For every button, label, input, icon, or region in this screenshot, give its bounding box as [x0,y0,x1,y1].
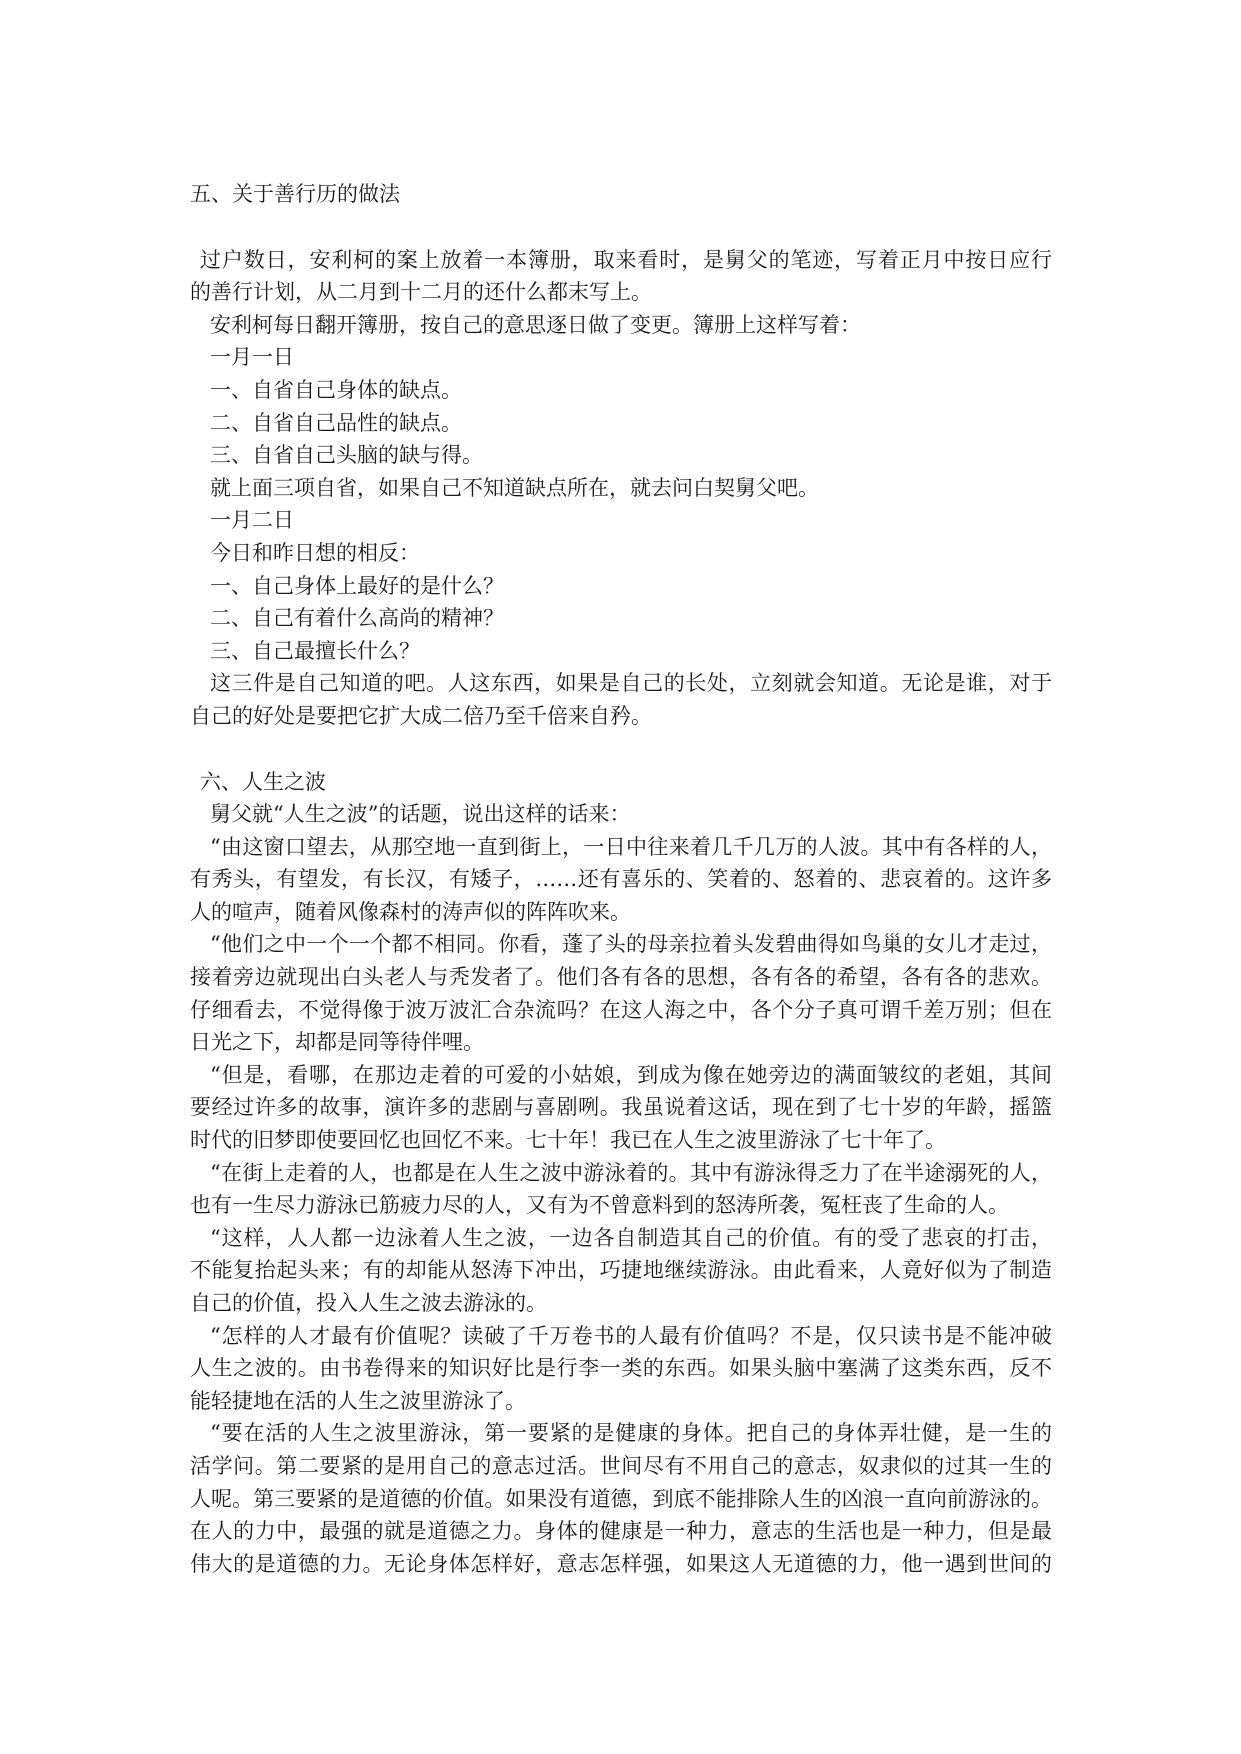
section6-intro: 舅父就“人生之波”的话题，说出这样的话来： [210,802,631,827]
section5-heading: 五、关于善行历的做法 [190,182,400,206]
paragraph-line: 要经过许多的故事，演许多的悲剧与喜剧咧。我虽说着这话，现在到了七十岁的年龄，摇篮 [190,1095,1052,1120]
day2-item: 一、自己身体上最好的是什么？ [210,573,504,598]
spacer [190,211,1052,244]
paragraph-line: 人呢。第三要紧的是道德的价值。如果没有道德，到底不能排除人生的凶浪一直向前游泳的。 [190,1486,1052,1511]
paragraph-line: 有秀头，有望发，有长汉，有矮子，……还有喜乐的、笑着的、怒着的、悲哀着的。这许多 [190,867,1052,892]
paragraph-line: 自己的价值，投入人生之波去游泳的。 [190,1291,547,1315]
day2-intro: 今日和昨日想的相反： [210,540,420,565]
paragraph-line: 接着旁边就现出白头老人与秃发者了。他们各有各的思想，各有各的希望，各有各的悲欢。 [190,965,1052,990]
section5-para1-line: 过户数日，安利柯的案上放着一本簿册，取来看时，是舅父的笔迹，写着正月中按日应行 [200,247,1052,272]
paragraph-line: 日光之下，却都是同等待伴哩。 [190,1030,484,1055]
section6-heading: 六、人生之波 [200,769,326,794]
spacer [190,733,1052,766]
day2-item: 三、自己最擅长什么？ [210,638,420,663]
paragraph-line: 活学问。第二要紧的是用自己的意志过活。世间尽有不用自己的意志，奴隶似的过其一生的 [190,1453,1052,1478]
paragraph-line: 人生之波的。由书卷得来的知识好比是行李一类的东西。如果头脑中塞满了这类东西，反不 [190,1356,1052,1381]
day1-item: 三、自省自己头脑的缺与得。 [210,443,483,468]
document-page [190,178,1052,1580]
day2-item: 二、自己有着什么高尚的精神？ [210,606,504,631]
paragraph-line: 能轻捷地在活的人生之波里游泳了。 [190,1388,526,1413]
paragraph-line: “怎样的人才最有价值呢？读破了千万卷书的人最有价值吗？不是，仅只读书是不能冲破 [210,1323,1052,1348]
paragraph-line: 伟大的是道德的力。无论身体怎样好，意志怎样强，如果这人无道德的力，他一遇到世间的 [190,1551,1052,1576]
section5-closing-line: 自己的好处是要把它扩大成二倍乃至千倍来自矜。 [190,703,652,728]
day1-item: 一、自省自己身体的缺点。 [210,377,462,402]
paragraph-line: 不能复抬起头来；有的却能从怒涛下冲出，巧捷地继续游泳。由此看来，人竟好似为了制造 [190,1258,1052,1283]
paragraph-line: 人的喧声，随着风像森村的涛声似的阵阵吹来。 [190,899,631,924]
section5-para1-line: 的善行计划，从二月到十二月的还什么都末写上。 [190,280,652,305]
day1-title: 一月一日 [210,345,294,370]
day1-note: 就上面三项自省，如果自己不知道缺点所在，就去问白契舅父吧。 [210,475,819,500]
paragraph-line: “要在活的人生之波里游泳，第一要紧的是健康的身体。把自己的身体弄壮健，是一生的 [210,1421,1052,1446]
section5-para2: 安利柯每日翻开簿册，按自己的意思逐日做了变更。簿册上这样写着： [210,312,861,337]
paragraph-line: 也有一生尽力游泳已筋疲力尽的人，又有为不曾意料到的怒涛所袭，冤枉丧了生命的人。 [190,1193,1009,1218]
paragraph-line: 仔细看去，不觉得像于波万波汇合杂流吗？在这人海之中，各个分子真可谓千差万别；但在 [190,997,1052,1022]
paragraph-line: 时代的旧梦即使要回忆也回忆不来。七十年！我已在人生之波里游泳了七十年了。 [190,1128,946,1153]
paragraph-line: “但是，看哪，在那边走着的可爱的小姑娘，到成为像在她旁边的满面皱纹的老姐，其间 [210,1062,1052,1087]
paragraph-line: “他们之中一个一个都不相同。你看，蓬了头的母亲拉着头发碧曲得如鸟巢的女儿才走过， [210,932,1052,957]
section5-closing-line: 这三件是自己知道的吧。人这东西，如果是自己的长处，立刻就会知道。无论是谁，对于 [210,671,1052,696]
paragraph-line: “这样，人人都一边泳着人生之波，一边各自制造其自己的价值。有的受了悲哀的打击， [210,1225,1052,1250]
day2-title: 一月二日 [210,508,294,533]
paragraph-line: “由这窗口望去，从那空地一直到街上，一日中往来着几千几万的人波。其中有各样的人， [210,834,1052,859]
paragraph-line: 在人的力中，最强的就是道德之力。身体的健康是一种力，意志的生活也是一种力，但是最 [190,1519,1052,1544]
paragraph-line: “在街上走着的人，也都是在人生之波中游泳着的。其中有游泳得乏力了在半途溺死的人， [210,1160,1052,1185]
day1-item: 二、自省自己品性的缺点。 [210,410,462,435]
